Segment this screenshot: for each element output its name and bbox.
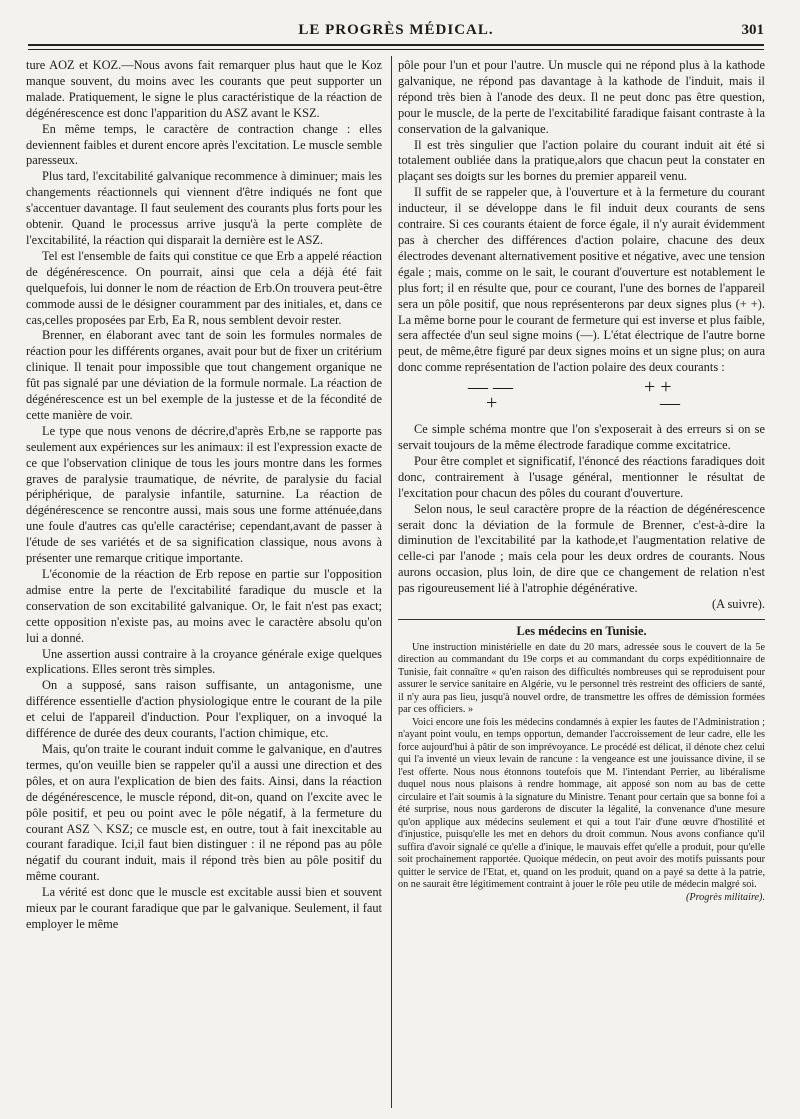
page-number: 301 [741,22,764,38]
scheme-right-bottom: — [660,392,680,415]
journal-title: LE PROGRÈS MÉDICAL. [298,22,494,38]
paragraph: Brenner, en élaborant avec tant de soin les formules normales de réaction pour les différents organes, avait pour but de fixer un critérium clinique. Il tenait pour impossible que tout changement organique ne fût pas signalé par une déviation de la formule normale. La réaction de dégénérescence est un bel exemple de la justesse et de la fécondité de cette manière de voir. [26,328,382,422]
paragraph: Mais, qu'on traite le courant induit comme le galvanique, en d'autres termes, qu'on veuille bien se rappeler qu'il a aussi une direction et des pôles, et on aura l'explication de bien des faits. Ainsi, dans la réaction de dégénérescence, le muscle répond, dit-on, quand on l'excite avec le pôle positif, et peu ou point avec le pôle négatif, à la fermeture du courant ASZ ⟍ KSZ; ce muscle est, en outre, tout à fait inexcitable au courant faradique. Ici,il faut bien distinguer : il ne répond pas au pôle négatif du courant induit, mais il répond très bien au pôle positif du même courant. [26,741,382,884]
paragraph: pôle pour l'un et pour l'autre. Un muscle qui ne répond plus à la kathode galvanique, ne répond pas davantage à la kathode de l'induit, mais il répond très bien à l'anode des deux. Il ne peut donc pas être question, pour le muscle, de la perte de l'excitabilité faradique faisant contraste à la conservation de la galvanique. [398,58,765,136]
right-column [398,58,765,904]
paragraph: On a supposé, sans raison suffisante, un antagonisme, une différence essentielle d'action physiologique entre le courant de la pile et celui de l'appareil d'induction. Pour l'expliquer, on a invoqué la différence de durée des deux courants, l'action chimique, etc. [26,678,382,741]
paragraph: Pour être complet et significatif, l'énoncé des réactions faradiques doit donc, contrairement à l'usage général, mentionner le résultat de l'excitation pour chacun des pôles du courant d'ouverture. [398,453,765,500]
news-title: Les médecins en Tunisie. [516,624,647,638]
news-paragraph: Une instruction ministérielle en date du 20 mars, adressée sous le couvert de la 5e direction au commandant du 19e corps et au commandant du corps expéditionnaire de Tunisie, fait connaître « qu'en raison des difficultés nombreuses qui se reproduisent pour assurer le service sanitaire en Algérie, vu le personnel très restreint des officiers de santé, il n'y aura pas lieu, jusqu'à nouvel ordre, de transmettre les offres de démission formées par ces officiers. » [398,641,765,716]
scheme-right-top: + + [644,376,672,399]
news-source: (Progrès militaire). [685,891,765,903]
section-rule [398,619,765,620]
paragraph: Tel est l'ensemble de faits qui constitue ce que Erb a appelé réaction de dégénérescence. On pourrait, ainsi que cela a déjà été fait quelquefois, lui donner le nom de réaction de Erb.On trouvera peut-être commode aussi de le désigner couramment par des initiales, et, dans ce cas,celles proposées par Erb, Ea R, nous semblent devoir rester. [26,248,382,327]
paragraph: En même temps, le caractère de contraction change : elles deviennent faibles et durent encore après l'excitation. Le muscle semble paresseux. [26,121,382,168]
scheme-left-top: — — [468,376,513,399]
paragraph: Ce simple schéma montre que l'on s'exposerait à des erreurs si on se servait toujours de la même électrode faradique comme excitatrice. [398,422,765,453]
news-paragraph: Voici encore une fois les médecins condamnés à expier les fautes de l'Administration ; n'ayant point voulu, en temps opportun, demander l'accroissement de leur cadre, elle les force aujourd'hui à pâtir de son imprévoyance. Le procédé est délicat, il dénote chez celui qui l'a inventé un vieux levain de rancune : la vengeance est une jouissance divine, il se l'est offerte. Nous nous étonnons toutefois que M. l'intendant Perrier, au libéralisme duquel nous nous plaisons à rendre hommage, ait apposé son nom au bas de cette circulaire et l'ait soumis à la signature du Ministre. Tenant pour certain que sa bonne foi a été surprise, nous nous garderons de discuter la légalité, la convenance d'une mesure qu'on applique aux médecins seulement et qui a tout l'air d'une œuvre d'hostilité et d'injustice, puisqu'elle les met en dehors du droit commun. Nous avons confiance qu'il suffira d'avoir signalé ce qu'elle a d'inique, le mauvais effet qu'elle a produit, pour qu'elle soit prochainement rapportée. Quoique médecin, on peut avoir des motifs puissants pour quitter le service de l'Etat, et, quand on les produit, quand on a payé sa dette à la patrie, on ne saurait être légitimement contraint à jouer le rôle peu utile de médecin malgré soi. [398,716,765,891]
to-be-continued: (A suivre). [712,597,765,612]
paragraph: Une assertion aussi contraire à la croyance générale exige quelques explications. Elles seront très simples. [26,646,382,677]
left-column [26,58,382,933]
paragraph: ture AOZ et KOZ.—Nous avons fait remarquer plus haut que le Koz manque souvent, du moins avec les courants que peut supporter un malade. Pratiquement, le signe le plus caractéristique de la réaction de dégénérescence est donc l'apparition du ASZ avant le KSZ. [26,58,382,120]
paragraph: La vérité est donc que le muscle est excitable aussi bien et souvent mieux par le courant faradique que par le galvanique. Seulement, il faut employer le même [26,885,382,931]
paragraph: Il suffit de se rappeler que, à l'ouverture et à la fermeture du courant inducteur, il se développe dans le fil induit deux courants de sens contraire. Si ces courants étaient de force égale, il n'y aurait évidemment pas à chercher des différences d'action polaire, chacune des deux électrodes devenant alternativement positive et négative, avec une tension égale ; mais, comme on le sait, le courant d'ouverture est notablement le plus fort; il en résulte que, pour ce courant, l'une des bornes de l'appareil sera un pôle positif, que nous représenterons par deux signes plus (+ +). La même borne pour le courant de fermeture qui est inverse et plus faible, sera affectée d'un seul signe moins (—). L'état électrique de l'autre borne peut, de même,être figuré par deux signes moins et un signe plus; on aura donc comme représentation de l'action polaire des deux courants : [398,185,765,375]
column-divider [391,56,392,1108]
paragraph: Selon nous, le seul caractère propre de la réaction de dégénérescence serait donc la déviation de la formule de Brenner, c'est-à-dire la diminution de l'excitabilité par la kathode,et l'augmentation relative de celle-ci par l'anode ; mais cela pour les deux ordres de courants. Nous aurons occasion, plus loin, de dire que ce changement de relation n'est pas rigoureusement lié à l'atrophie dégénérative. [398,501,765,596]
paragraph: Plus tard, l'excitabilité galvanique recommence à diminuer; mais les changements réactionnels qui viennent d'être indiqués ne font que s'accentuer davantage. Il faut seulement des courants plus forts pour les obtenir. Quand le processus arrive jusqu'à la perte complète de l'excitabilité, la réaction qui disparait la dernière est le ASZ. [26,169,382,247]
scheme-left-bottom: + [486,392,498,415]
header-rule-thick [28,44,764,46]
paragraph: L'économie de la réaction de Erb repose en partie sur l'opposition admise entre la perte de l'excitabilité faradique du muscle et la conservation de son excitabilité galvanique. Or, le fait n'est pas exact; cette opposition n'existe pas, au moins avec le caractère absolu qu'on lui a donné. [26,567,382,645]
header-rule-thin [28,49,764,50]
news-item [398,642,765,905]
polarity-scheme [398,376,765,420]
paragraph: Il est très singulier que l'action polaire du courant induit ait été si totalement oubliée dans la pratique,alors que chacun peut la constater en plaçant ses doigts sur les bornes du premier appareil venu. [398,137,765,184]
paragraph: Le type que nous venons de décrire,d'après Erb,ne se rapporte pas seulement aux expériences sur les animaux: il est l'expression exacte de ce que l'observation clinique de tous les jours montre dans les formes graves de paralysie traumatique, de névrite, de paralysie du facial périphérique, de paralysie infantile, saturnine. La réaction de dégénérescence se rencontre aussi, mais sous une forme atténuée,dans une foule d'autres cas qu'elle caractérise; cependant,avant de passer à l'étude de ses variétés et de sa signification classique, nous avons à présenter une remarque critique importante. [26,423,382,566]
running-header [28,22,764,44]
